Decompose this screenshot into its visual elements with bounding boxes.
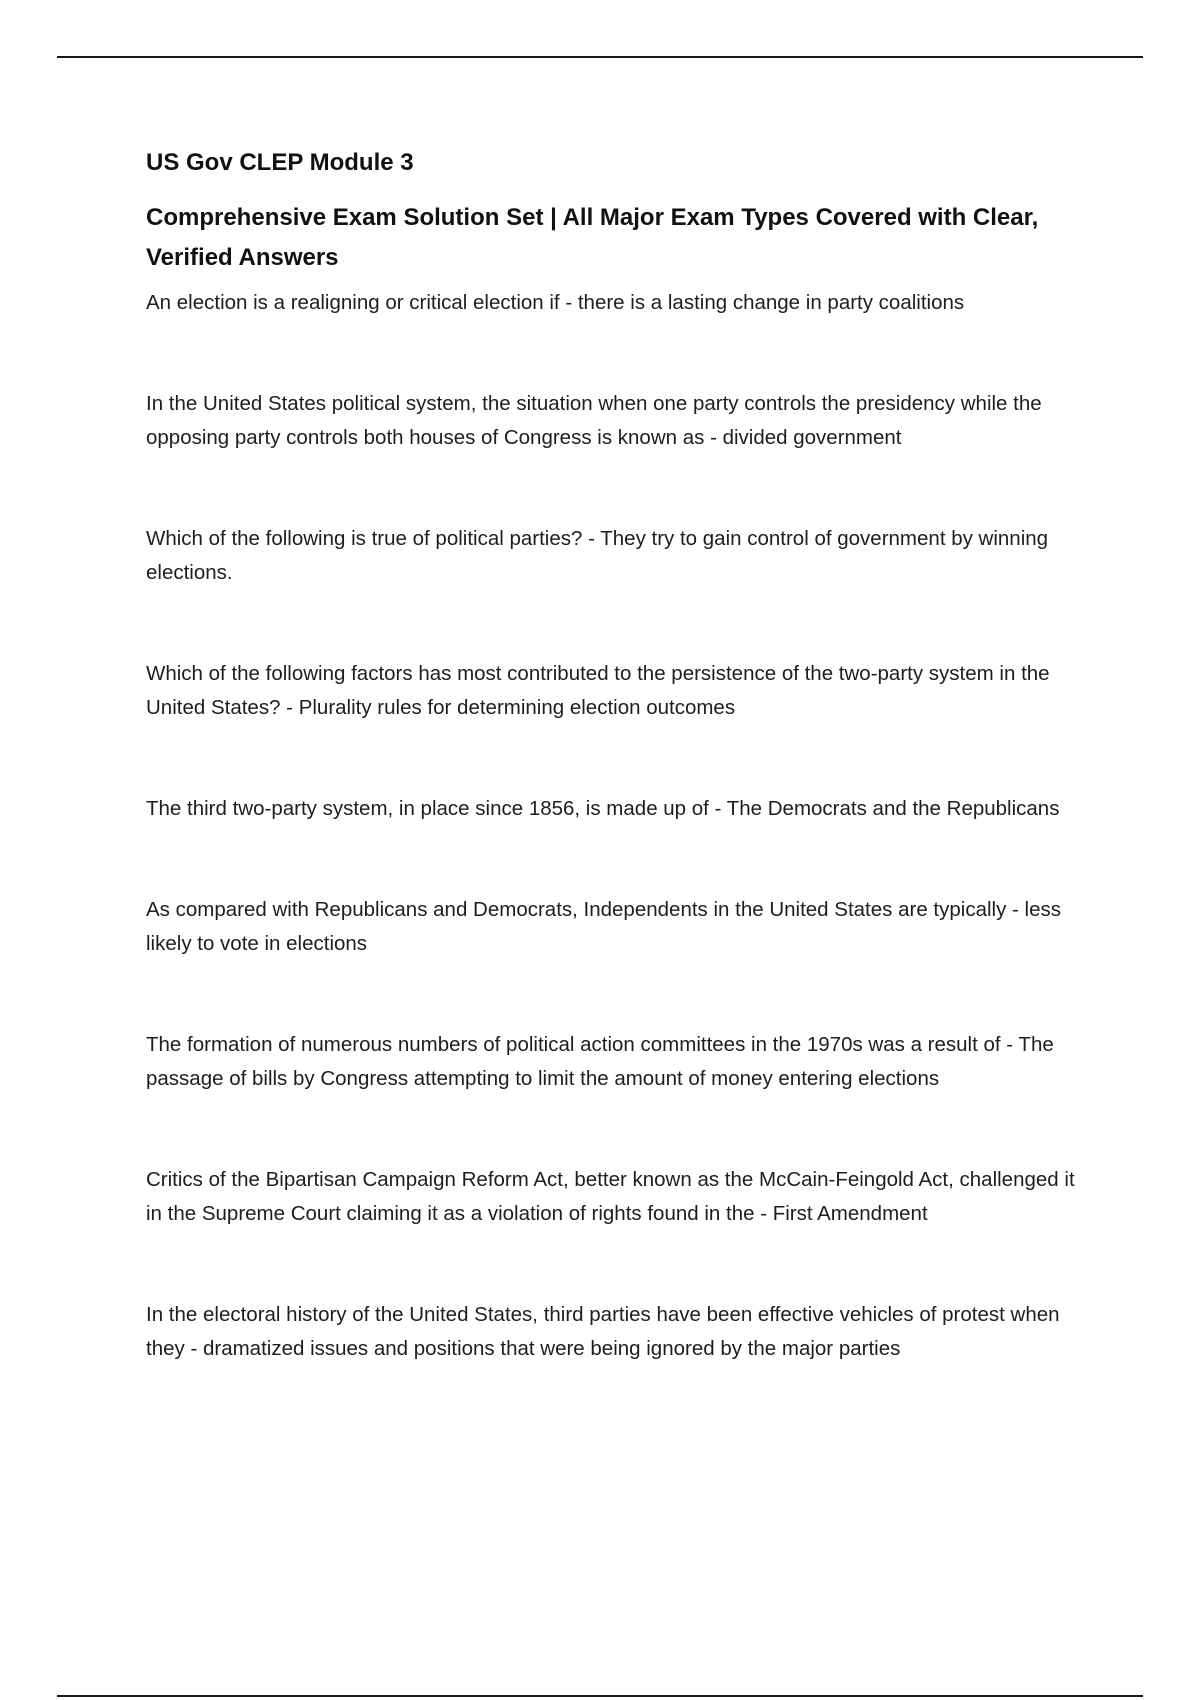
footer-divider (57, 1695, 1143, 1697)
qa-item: Which of the following is true of political parties? - They try to gain control of government by winning elections. (146, 527, 1049, 584)
qa-item: The third two-party system, in place since 1856, is made up of - The Democrats and the Republicans (146, 797, 1060, 820)
qa-item: In the United States political system, the situation when one party controls the presidency while the opposing party controls both houses of Congress is known as - divided government (146, 392, 1042, 449)
qa-item: In the electoral history of the United States, third parties have been effective vehicles of protest when they - dramatized issues and positions that were being ignored by the major parties (146, 1303, 1060, 1360)
document-title: US Gov CLEP Module 3 (146, 149, 414, 176)
qa-item: As compared with Republicans and Democrats, Independents in the United States are typically - less likely to vote in elections (146, 898, 1062, 955)
qa-item: Which of the following factors has most contributed to the persistence of the two-party system in the United States? - Plurality rules for determining election outcomes (146, 662, 1050, 719)
qa-list (146, 286, 1096, 1366)
document-subtitle: Comprehensive Exam Solution Set | All Major Exam Types Covered with Clear, Verified Answers (146, 204, 1039, 271)
qa-item: The formation of numerous numbers of political action committees in the 1970s was a result of - The passage of bills by Congress attempting to limit the amount of money entering elections (146, 1033, 1054, 1090)
document-body (146, 146, 1096, 1433)
qa-item: An election is a realigning or critical election if - there is a lasting change in party coalitions (146, 291, 965, 314)
qa-item: Critics of the Bipartisan Campaign Reform Act, better known as the McCain-Feingold Act, challenged it in the Supreme Court claiming it as a violation of rights found in the - First Amendment (146, 1168, 1075, 1225)
header-divider (57, 56, 1143, 58)
